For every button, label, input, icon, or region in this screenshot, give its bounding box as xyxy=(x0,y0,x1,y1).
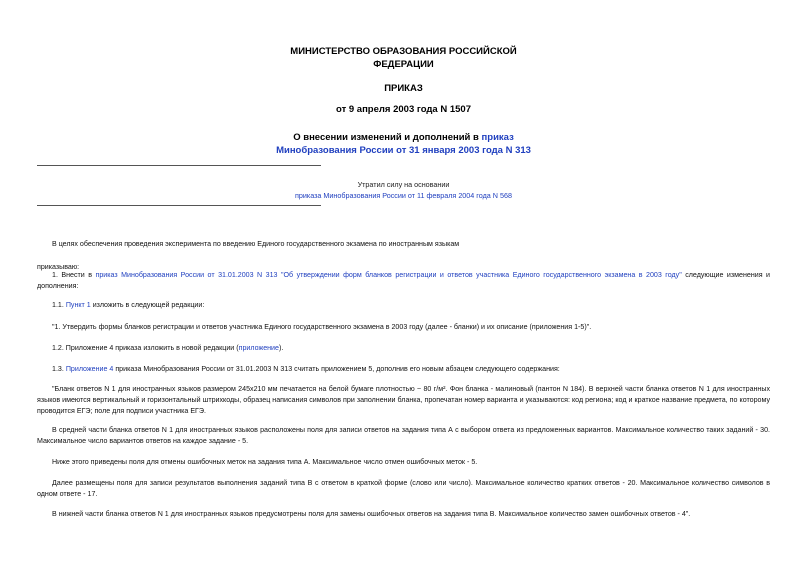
title-link-order[interactable]: приказ xyxy=(481,132,514,143)
paragraph-1-1: 1.1. Пункт 1 изложить в следующей редакции: xyxy=(52,301,205,309)
paragraph-type-b: Далее размещены поля для записи результатов выполнения заданий типа В с ответом в краткой форме (слово или число). Максимальное количество кратких ответов - 20. Максимальное количество символов в одном ответе - 17. xyxy=(37,479,770,498)
ministry-line-2: ФЕДЕРАЦИИ xyxy=(373,59,434,70)
doc-title xyxy=(0,131,807,157)
paragraph-1-3: 1.3. Приложение 4 приказа Минобразования России от 31.01.2003 N 313 считать приложением 5, дополнив его новым абзацем следующего содержания: xyxy=(52,365,560,373)
ministry-title xyxy=(0,45,807,71)
paragraph-middle-part: В средней части бланка ответов N 1 для иностранных языков расположены поля для записи ответов на задания типа А с выбором ответа из предложенных вариантов. Максимальное количество таких заданий - 30. Максимальное число вариантов ответов на каждое задание - 5. xyxy=(37,426,770,445)
paragraph-1-2: 1.2. Приложение 4 приказа изложить в новой редакции (приложение). xyxy=(52,344,284,352)
paragraph-order: приказываю: xyxy=(37,263,80,271)
ministry-line-1: МИНИСТЕРСТВО ОБРАЗОВАНИЯ РОССИЙСКОЙ xyxy=(290,46,517,57)
doc-date: от 9 апреля 2003 года N 1507 xyxy=(336,104,471,115)
divider-top xyxy=(37,165,321,166)
divider-bottom xyxy=(37,205,321,206)
status-link[interactable]: приказа Минобразования России от 11 февраля 2004 года N 568 xyxy=(295,191,512,200)
title-link-order-details[interactable]: Минобразования России от 31 января 2003 года N 313 xyxy=(276,145,531,156)
link-order-313[interactable]: приказ Минобразования России от 31.01.2003 N 313 "Об утверждении форм бланков регистрации и ответов участника Единого государственного экзамена в 2003 году" xyxy=(95,271,682,279)
paragraph-cancel-marks: Ниже этого приведены поля для отмены ошибочных меток на задания типа А. Максимальное число отмен ошибочных меток - 5. xyxy=(52,458,478,466)
link-appendix-4[interactable]: Приложение 4 xyxy=(65,365,114,373)
paragraph-1: 1. Внести в приказ Минобразования России от 31.01.2003 N 313 "Об утверждении форм бланков регистрации и ответов участника Единого государственного экзамена в 2003 году" следующие изменения и дополнения: xyxy=(37,271,770,290)
title-prefix: О внесении изменений и дополнений в xyxy=(293,132,482,143)
paragraph-intro: В целях обеспечения проведения эксперимента по введению Единого государственного экзамена по иностранным языкам xyxy=(52,240,460,248)
link-point-1[interactable]: Пункт 1 xyxy=(65,301,91,309)
link-appendix[interactable]: приложение xyxy=(238,344,279,352)
paragraph-blank-description: "Бланк ответов N 1 для иностранных языков размером 245x210 мм печатается на белой бумаге плотностью ~ 80 г/м². Фон бланка - малиновый (пантон N 184). В верхней части бланка ответов N 1 для иностранных языков имеются вертикальный и горизонтальный штрихкоды, образец написания символов при заполнении бланка, пропечатан номер варианта и указываются: код региона; код и краткое название предмета, по которому проводится ЕГЭ; поле для подписи участника ЕГЭ. xyxy=(37,385,770,415)
paragraph-bottom-part: В нижней части бланка ответов N 1 для иностранных языков предусмотрены поля для замены ошибочных ответов на задания типа В. Максимальное количество замен ошибочных ответов - 4". xyxy=(52,510,691,518)
doc-type: ПРИКАЗ xyxy=(384,83,423,94)
paragraph-1-1-quote: "1. Утвердить формы бланков регистрации и ответов участника Единого государственного экзамена в 2003 году (далее - бланки) и их описание (приложения 1-5)". xyxy=(52,323,592,331)
status-line: Утратил силу на основании xyxy=(357,180,450,189)
